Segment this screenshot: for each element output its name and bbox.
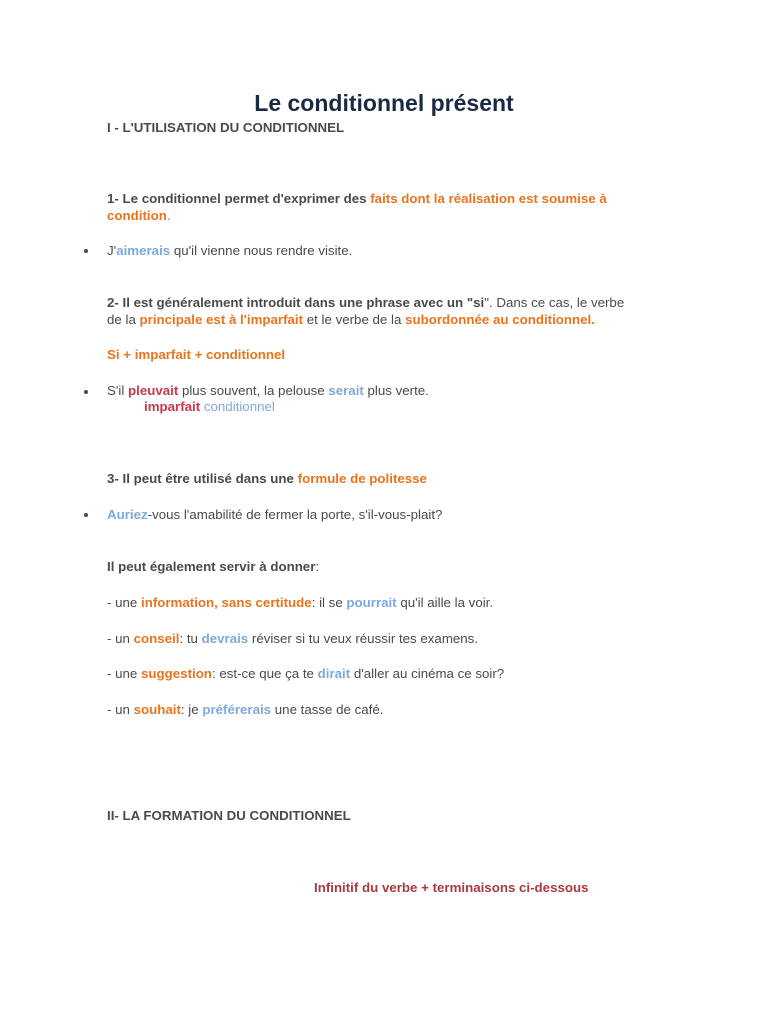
list-item-text: : je (180, 702, 203, 717)
list-item (107, 630, 478, 647)
paragraph-1-highlight: faits dont la réalisation est soumise à (370, 191, 607, 206)
list-item-rest: une tasse de café. (271, 702, 384, 717)
paragraph-4-colon: : (315, 559, 320, 574)
paragraph-2-text: 2- Il est généralement introduit dans une phrase avec un "si (107, 295, 485, 310)
list-item-keyword: suggestion (141, 666, 212, 681)
paragraph-4 (107, 558, 319, 575)
paragraph-1-line-2 (107, 207, 171, 224)
paragraph-2-principale: principale est à l'imparfait (139, 312, 304, 327)
list-item-rest: qu'il aille la voir. (396, 595, 494, 610)
paragraph-2-text-cont: ". Dans ce cas, le verbe (484, 295, 625, 310)
list-item (107, 701, 383, 718)
list-item-keyword: information, sans certitude (141, 595, 312, 610)
paragraph-2-middle: et le verbe de la (303, 312, 406, 327)
paragraph-4-text: Il peut également servir à donner (107, 559, 316, 574)
list-item-keyword: souhait (133, 702, 181, 717)
example-2-end: plus verte. (363, 383, 429, 398)
example-1-text: J' (107, 243, 117, 258)
list-item-verb: devrais (201, 631, 249, 646)
example-2-conditionnel-verb: serait (328, 383, 364, 398)
list-item-text: : il se (311, 595, 347, 610)
example-2-imparfait-verb: pleuvait (128, 383, 179, 398)
section-1-heading: I - L'UTILISATION DU CONDITIONNEL (107, 120, 345, 135)
example-3 (107, 506, 442, 523)
paragraph-3 (107, 470, 427, 487)
paragraph-2-de-la: de la (107, 312, 140, 327)
list-item (107, 665, 504, 682)
label-imparfait: imparfait (144, 399, 201, 414)
example-2 (107, 382, 429, 399)
list-item-prefix: - un (107, 631, 134, 646)
list-item-rest: réviser si tu veux réussir tes examens. (248, 631, 479, 646)
paragraph-1-period: . (166, 208, 171, 223)
paragraph-2-line-1 (107, 294, 624, 311)
bullet-icon (84, 390, 88, 394)
paragraph-1-highlight-end: condition (107, 208, 167, 223)
paragraph-1-line-1 (107, 190, 607, 207)
paragraph-3-highlight: formule de politesse (297, 471, 427, 486)
list-item-prefix: - une (107, 595, 142, 610)
example-1-verb: aimerais (116, 243, 171, 258)
list-item-verb: préférerais (202, 702, 272, 717)
label-conditionnel: conditionnel (203, 399, 275, 414)
list-item-text: : tu (179, 631, 202, 646)
list-item-verb: dirait (317, 666, 351, 681)
formation-formula: Infinitif du verbe + terminaisons ci-dessous (314, 880, 589, 895)
list-item-keyword: conseil (133, 631, 180, 646)
paragraph-3-text: 3- Il peut être utilisé dans une (107, 471, 298, 486)
list-item-prefix: - une (107, 666, 142, 681)
list-item-prefix: - un (107, 702, 134, 717)
list-item-rest: d'aller au cinéma ce soir? (350, 666, 505, 681)
example-1-rest: qu'il vienne nous rendre visite. (170, 243, 353, 258)
list-item-text: : est-ce que ça te (211, 666, 318, 681)
example-2-middle: plus souvent, la pelouse (178, 383, 329, 398)
paragraph-1-text: 1- Le conditionnel permet d'exprimer des (107, 191, 371, 206)
paragraph-2-subordonnee: subordonnée au conditionnel. (405, 312, 595, 327)
example-1 (107, 242, 352, 259)
list-item-verb: pourrait (346, 595, 397, 610)
example-3-verb: Auriez (107, 507, 148, 522)
example-2-labels (144, 398, 275, 415)
bullet-icon (84, 249, 88, 253)
list-item (107, 594, 493, 611)
paragraph-2-line-2 (107, 311, 595, 328)
example-2-start: S'il (107, 383, 129, 398)
page-title: Le conditionnel présent (254, 90, 514, 116)
section-2-heading: II- LA FORMATION DU CONDITIONNEL (107, 808, 351, 823)
example-3-rest: -vous l'amabilité de fermer la porte, s'il-vous-plait? (147, 507, 443, 522)
bullet-icon (84, 513, 88, 517)
formula-si: Si + imparfait + conditionnel (107, 347, 286, 362)
